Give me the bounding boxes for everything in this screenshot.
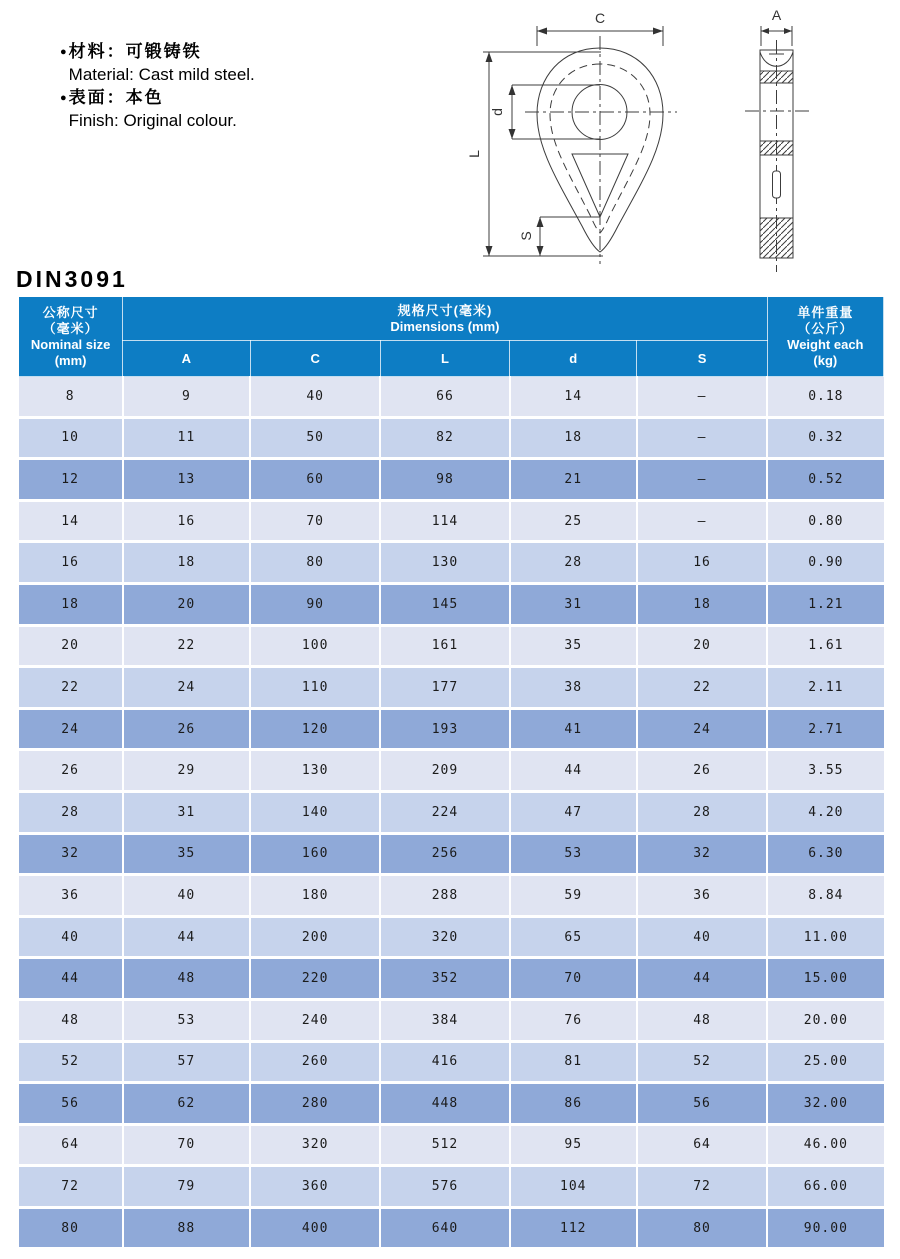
cell-c: 70 — [250, 500, 380, 542]
weight-en-unit: (kg) — [813, 352, 838, 368]
cell-s: 40 — [637, 916, 767, 958]
cell-d: 70 — [510, 958, 637, 1000]
table-row — [19, 377, 884, 418]
cell-a: 70 — [123, 1124, 250, 1166]
cell-a: 31 — [123, 791, 250, 833]
cell-d: 18 — [510, 417, 637, 459]
table-row — [19, 833, 884, 875]
cell-l: 512 — [380, 1124, 509, 1166]
table-row — [19, 916, 884, 958]
cell-nominal-size: 36 — [19, 875, 123, 917]
cell-d: 31 — [510, 583, 637, 625]
cell-a: 11 — [123, 417, 250, 459]
cell-s: 36 — [637, 875, 767, 917]
cell-a: 88 — [123, 1207, 250, 1249]
cell-weight: 1.21 — [767, 583, 883, 625]
cell-l: 640 — [380, 1207, 509, 1249]
cell-a: 22 — [123, 625, 250, 667]
cell-d: 35 — [510, 625, 637, 667]
cell-s: – — [637, 459, 767, 501]
table-row — [19, 500, 884, 542]
table-row — [19, 750, 884, 792]
cell-nominal-size: 56 — [19, 1083, 123, 1125]
cell-a: 29 — [123, 750, 250, 792]
cell-nominal-size: 22 — [19, 667, 123, 709]
cell-a: 53 — [123, 999, 250, 1041]
cell-a: 26 — [123, 708, 250, 750]
cell-nominal-size: 14 — [19, 500, 123, 542]
weight-cn-unit: （公斤） — [797, 320, 854, 336]
finish-item — [60, 86, 255, 132]
cell-l: 98 — [380, 459, 509, 501]
table-row — [19, 583, 884, 625]
cell-nominal-size: 28 — [19, 791, 123, 833]
cell-weight: 0.32 — [767, 417, 883, 459]
table-body — [19, 377, 884, 1249]
cell-a: 40 — [123, 875, 250, 917]
cell-s: 16 — [637, 542, 767, 584]
cell-d: 41 — [510, 708, 637, 750]
cell-nominal-size: 64 — [19, 1124, 123, 1166]
cell-d: 47 — [510, 791, 637, 833]
material-label-cn: 材料：可锻铸铁 — [68, 42, 202, 61]
cell-c: 80 — [250, 542, 380, 584]
cell-l: 448 — [380, 1083, 509, 1125]
cell-weight: 66.00 — [767, 1166, 883, 1208]
cell-d: 95 — [510, 1124, 637, 1166]
cell-d: 21 — [510, 459, 637, 501]
cell-s: – — [637, 417, 767, 459]
page-title: DIN3091 — [16, 266, 128, 292]
cell-weight: 2.11 — [767, 667, 883, 709]
cell-nominal-size: 16 — [19, 542, 123, 584]
cell-c: 60 — [250, 459, 380, 501]
cell-c: 400 — [250, 1207, 380, 1249]
cell-s: 24 — [637, 708, 767, 750]
cell-c: 100 — [250, 625, 380, 667]
table-row — [19, 1041, 884, 1083]
cell-l: 193 — [380, 708, 509, 750]
table-row — [19, 542, 884, 584]
cell-nominal-size: 12 — [19, 459, 123, 501]
cell-c: 240 — [250, 999, 380, 1041]
cell-c: 120 — [250, 708, 380, 750]
table-row — [19, 1207, 884, 1249]
cell-d: 59 — [510, 875, 637, 917]
col-header-A: A — [123, 341, 250, 377]
cell-l: 224 — [380, 791, 509, 833]
dim-s-lines — [540, 217, 600, 256]
nominal-size-en: Nominal size — [30, 336, 111, 352]
table-row — [19, 459, 884, 501]
cell-weight: 4.20 — [767, 791, 883, 833]
table-row — [19, 999, 884, 1041]
cell-weight: 25.00 — [767, 1041, 883, 1083]
dimensions-en: Dimensions (mm) — [390, 318, 500, 334]
cell-nominal-size: 10 — [19, 417, 123, 459]
dim-label-s: S — [518, 231, 534, 241]
col-header-nominal-size — [19, 297, 123, 377]
table-row — [19, 1166, 884, 1208]
dim-label-d: d — [489, 108, 505, 116]
cell-s: 26 — [637, 750, 767, 792]
cell-s: 56 — [637, 1083, 767, 1125]
table-row — [19, 875, 884, 917]
cell-s: 72 — [637, 1166, 767, 1208]
cell-d: 53 — [510, 833, 637, 875]
cell-a: 18 — [123, 542, 250, 584]
cell-nominal-size: 26 — [19, 750, 123, 792]
cell-c: 260 — [250, 1041, 380, 1083]
cell-a: 44 — [123, 916, 250, 958]
col-header-d: d — [510, 341, 637, 377]
col-header-weight — [767, 297, 883, 377]
table-row — [19, 667, 884, 709]
cell-weight: 0.18 — [767, 377, 883, 418]
cell-weight: 6.30 — [767, 833, 883, 875]
nominal-size-cn: 公称尺寸 — [42, 304, 99, 320]
cell-l: 416 — [380, 1041, 509, 1083]
spec-table — [18, 296, 884, 1250]
cell-d: 14 — [510, 377, 637, 418]
bullet-icon: ● — [60, 46, 67, 58]
cell-weight: 3.55 — [767, 750, 883, 792]
cell-s: – — [637, 377, 767, 418]
table-row — [19, 417, 884, 459]
nominal-size-en-unit: (mm) — [54, 352, 87, 368]
table-row — [19, 708, 884, 750]
table-row — [19, 958, 884, 1000]
cell-a: 35 — [123, 833, 250, 875]
cell-a: 79 — [123, 1166, 250, 1208]
cell-d: 104 — [510, 1166, 637, 1208]
cell-nominal-size: 44 — [19, 958, 123, 1000]
table-row — [19, 625, 884, 667]
nominal-size-cn-unit: （毫米） — [42, 320, 99, 336]
cell-s: – — [637, 500, 767, 542]
cell-l: 130 — [380, 542, 509, 584]
cell-s: 52 — [637, 1041, 767, 1083]
cell-l: 384 — [380, 999, 509, 1041]
material-label-en: Material: Cast mild steel. — [68, 65, 255, 84]
dimension-arrows — [486, 28, 664, 257]
cell-weight: 0.90 — [767, 542, 883, 584]
cell-d: 112 — [510, 1207, 637, 1249]
cell-a: 13 — [123, 459, 250, 501]
cell-c: 40 — [250, 377, 380, 418]
dimensions-cn: 规格尺寸(毫米) — [397, 302, 493, 318]
finish-label-en: Finish: Original colour. — [68, 111, 237, 130]
table-row — [19, 1124, 884, 1166]
cell-s: 18 — [637, 583, 767, 625]
cell-weight: 2.71 — [767, 708, 883, 750]
cell-d: 25 — [510, 500, 637, 542]
cell-s: 48 — [637, 999, 767, 1041]
cell-a: 62 — [123, 1083, 250, 1125]
cell-weight: 1.61 — [767, 625, 883, 667]
cell-d: 65 — [510, 916, 637, 958]
cell-nominal-size: 32 — [19, 833, 123, 875]
cell-a: 57 — [123, 1041, 250, 1083]
cell-d: 86 — [510, 1083, 637, 1125]
cell-l: 256 — [380, 833, 509, 875]
slot-cutout — [773, 171, 781, 198]
cell-nominal-size: 72 — [19, 1166, 123, 1208]
cell-nominal-size: 48 — [19, 999, 123, 1041]
cell-nominal-size: 40 — [19, 916, 123, 958]
cell-d: 76 — [510, 999, 637, 1041]
cell-c: 140 — [250, 791, 380, 833]
cell-l: 288 — [380, 875, 509, 917]
cell-nominal-size: 80 — [19, 1207, 123, 1249]
col-header-S: S — [637, 341, 767, 377]
cell-l: 576 — [380, 1166, 509, 1208]
thimble-front-view-drawing — [435, 0, 700, 272]
table-row — [19, 791, 884, 833]
cell-d: 38 — [510, 667, 637, 709]
table-row — [19, 1083, 884, 1125]
col-group-dimensions — [123, 297, 767, 341]
dim-label-c: C — [594, 10, 606, 26]
cell-d: 81 — [510, 1041, 637, 1083]
col-header-C: C — [250, 341, 380, 377]
cell-c: 160 — [250, 833, 380, 875]
material-info — [60, 40, 255, 132]
cell-c: 90 — [250, 583, 380, 625]
bullet-icon: ● — [60, 92, 67, 104]
cell-weight: 8.84 — [767, 875, 883, 917]
cell-a: 20 — [123, 583, 250, 625]
cell-s: 44 — [637, 958, 767, 1000]
cell-d: 28 — [510, 542, 637, 584]
cell-weight: 32.00 — [767, 1083, 883, 1125]
cell-c: 280 — [250, 1083, 380, 1125]
cell-a: 9 — [123, 377, 250, 418]
cell-nominal-size: 20 — [19, 625, 123, 667]
cell-l: 320 — [380, 916, 509, 958]
cell-nominal-size: 52 — [19, 1041, 123, 1083]
cell-c: 220 — [250, 958, 380, 1000]
col-header-L: L — [380, 341, 509, 377]
cell-weight: 46.00 — [767, 1124, 883, 1166]
cell-l: 177 — [380, 667, 509, 709]
cell-s: 64 — [637, 1124, 767, 1166]
cell-c: 320 — [250, 1124, 380, 1166]
cell-l: 66 — [380, 377, 509, 418]
cell-l: 145 — [380, 583, 509, 625]
cell-nominal-size: 24 — [19, 708, 123, 750]
cell-s: 20 — [637, 625, 767, 667]
cell-l: 114 — [380, 500, 509, 542]
cell-d: 44 — [510, 750, 637, 792]
weight-cn: 单件重量 — [797, 304, 854, 320]
cell-l: 82 — [380, 417, 509, 459]
cell-a: 16 — [123, 500, 250, 542]
cell-weight: 20.00 — [767, 999, 883, 1041]
material-item — [60, 40, 255, 86]
finish-label-cn: 表面：本色 — [68, 88, 164, 107]
dim-label-l: L — [466, 150, 482, 158]
cell-weight: 90.00 — [767, 1207, 883, 1249]
cell-l: 352 — [380, 958, 509, 1000]
cell-c: 130 — [250, 750, 380, 792]
thimble-side-view-drawing — [733, 0, 863, 276]
cell-c: 110 — [250, 667, 380, 709]
cell-s: 32 — [637, 833, 767, 875]
cell-a: 48 — [123, 958, 250, 1000]
cell-weight: 11.00 — [767, 916, 883, 958]
cell-c: 200 — [250, 916, 380, 958]
cell-a: 24 — [123, 667, 250, 709]
cell-s: 80 — [637, 1207, 767, 1249]
weight-en: Weight each — [787, 336, 864, 352]
cell-c: 180 — [250, 875, 380, 917]
cell-weight: 0.52 — [767, 459, 883, 501]
dim-label-a: A — [771, 7, 782, 23]
cell-weight: 15.00 — [767, 958, 883, 1000]
cell-nominal-size: 18 — [19, 583, 123, 625]
cell-weight: 0.80 — [767, 500, 883, 542]
cell-l: 161 — [380, 625, 509, 667]
cell-s: 28 — [637, 791, 767, 833]
cell-l: 209 — [380, 750, 509, 792]
cell-nominal-size: 8 — [19, 377, 123, 418]
cell-c: 360 — [250, 1166, 380, 1208]
cell-c: 50 — [250, 417, 380, 459]
cell-s: 22 — [637, 667, 767, 709]
